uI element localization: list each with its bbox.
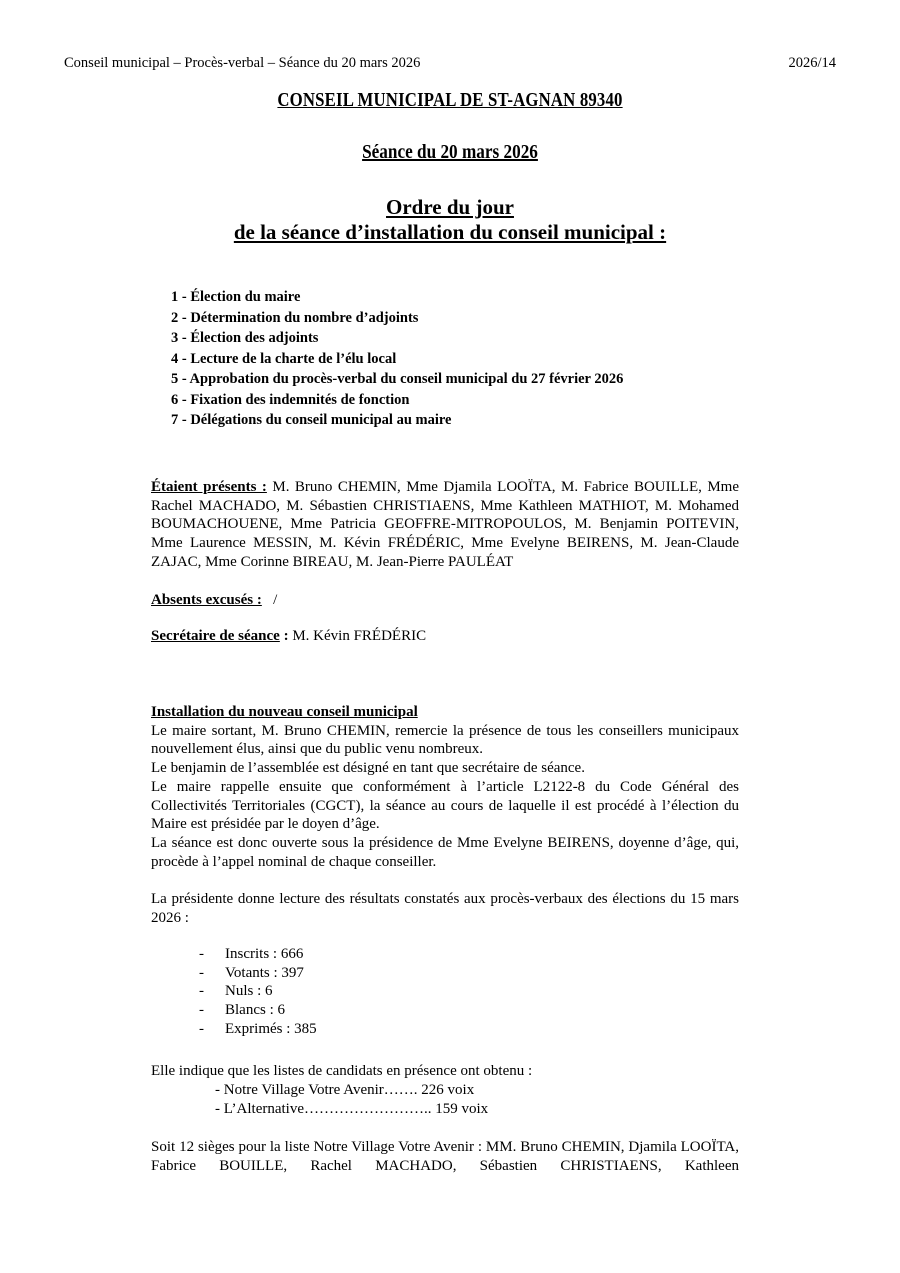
- present-list: M. Bruno CHEMIN, Mme Djamila LOOÏTA, M. Fabrice BOUILLE, Mme Rachel MACHADO, M. Sébastien CHRISTIAENS, Mme Kathleen MATHIOT, M. Mohamed BOUMACHOUENE, Mme Patricia GEOFFRE-MITROPOULOS, M. Benjamin POITEVIN, Mme Laurence MESSIN, M. Kévin FRÉDÉRIC, Mme Evelyne BEIRENS, M. Jean-Claude ZAJAC, Mme Corinne BIREAU, M. Jean-Pierre PAULÉAT: [151, 479, 739, 570]
- agenda-item: 4 - Lecture de la charte de l’élu local: [171, 350, 397, 367]
- agenda-list: [171, 287, 623, 431]
- installation-paragraph: La séance est donc ouverte sous la présidence de Mme Evelyne BEIRENS, doyenne d’âge, qui, procède à l’appel nominal de chaque conseiller.: [151, 834, 739, 870]
- page-number: 2026/14: [788, 55, 836, 71]
- result-item: - Nuls : 6: [199, 983, 273, 1000]
- agenda-item: 1 - Élection du maire: [171, 289, 301, 305]
- installation-paragraph: La présidente donne lecture des résultats constatés aux procès-verbaux des élections du 15 mars 2026 :: [151, 891, 739, 926]
- lists-intro: Elle indique que les listes de candidats en présence ont obtenu :: [151, 1063, 533, 1079]
- installation-heading: Installation du nouveau conseil municipal: [151, 704, 418, 720]
- secretary-label: Secrétaire de séance: [151, 628, 280, 644]
- secretary-value: M. Kévin FRÉDÉRIC: [292, 628, 427, 644]
- agenda-item: 7 - Délégations du conseil municipal au maire: [171, 412, 452, 428]
- agenda-title: [0, 195, 900, 245]
- seats-paragraph: Soit 12 sièges pour la liste Notre Village Votre Avenir : MM. Bruno CHEMIN, Djamila LOOÏTA, Fabrice BOUILLE, Rachel MACHADO, Sébastien CHRISTIAENS, Kathleen: [151, 1139, 739, 1174]
- attendance-absent: [151, 591, 739, 610]
- absent-value: /: [273, 592, 278, 608]
- present-label: Étaient présents :: [151, 479, 267, 495]
- agenda-item: 5 - Approbation du procès-verbal du conseil municipal du 27 février 2026: [171, 371, 624, 387]
- attendance-secretary: Secrétaire de séance : M. Kévin FRÉDÉRIC: [151, 628, 427, 644]
- installation-paragraph: Le maire rappelle ensuite que conformément à l’article L2122-8 du Code Général des Collectivités Territoriales (CGCT), la séance au cours de laquelle il est procédé à l’élection du Maire est présidée par le doyen d’âge.: [151, 778, 739, 833]
- attendance-present: [151, 478, 739, 572]
- installation-paragraph: Le benjamin de l’assemblée est désigné en tant que secrétaire de séance.: [151, 760, 585, 777]
- agenda-title-line2: de la séance d’installation du conseil municipal :: [233, 220, 667, 244]
- agenda-item: 2 - Détermination du nombre d’adjoints: [171, 309, 419, 326]
- list-result: - Notre Village Votre Avenir……. 226 voix: [215, 1082, 475, 1098]
- installation-paragraph: Le maire sortant, M. Bruno CHEMIN, remercie la présence de tous les conseillers municipaux nouvellement élus, ainsi que du public venu nombreux.: [151, 722, 739, 758]
- result-item: - Exprimés : 385: [199, 1020, 317, 1037]
- list-result: - L’Alternative…………………….. 159 voix: [215, 1100, 489, 1117]
- result-item: - Votants : 397: [199, 964, 304, 981]
- agenda-item: 3 - Élection des adjoints: [171, 330, 319, 346]
- agenda-item: 6 - Fixation des indemnités de fonction: [171, 391, 410, 408]
- absent-label: Absents excusés :: [151, 592, 262, 608]
- council-title: CONSEIL MUNICIPAL DE ST-AGNAN 89340: [277, 90, 623, 111]
- session-title: Séance du 20 mars 2026: [362, 141, 538, 163]
- agenda-title-line1: Ordre du jour: [386, 195, 514, 219]
- candidate-lists: [215, 1081, 488, 1118]
- running-header-title: Conseil municipal – Procès-verbal – Séance du 20 mars 2026: [64, 55, 421, 71]
- result-item: - Inscrits : 666: [199, 946, 304, 962]
- result-item: - Blancs : 6: [199, 1002, 285, 1019]
- election-results: [199, 945, 317, 1039]
- installation-section: [151, 703, 739, 927]
